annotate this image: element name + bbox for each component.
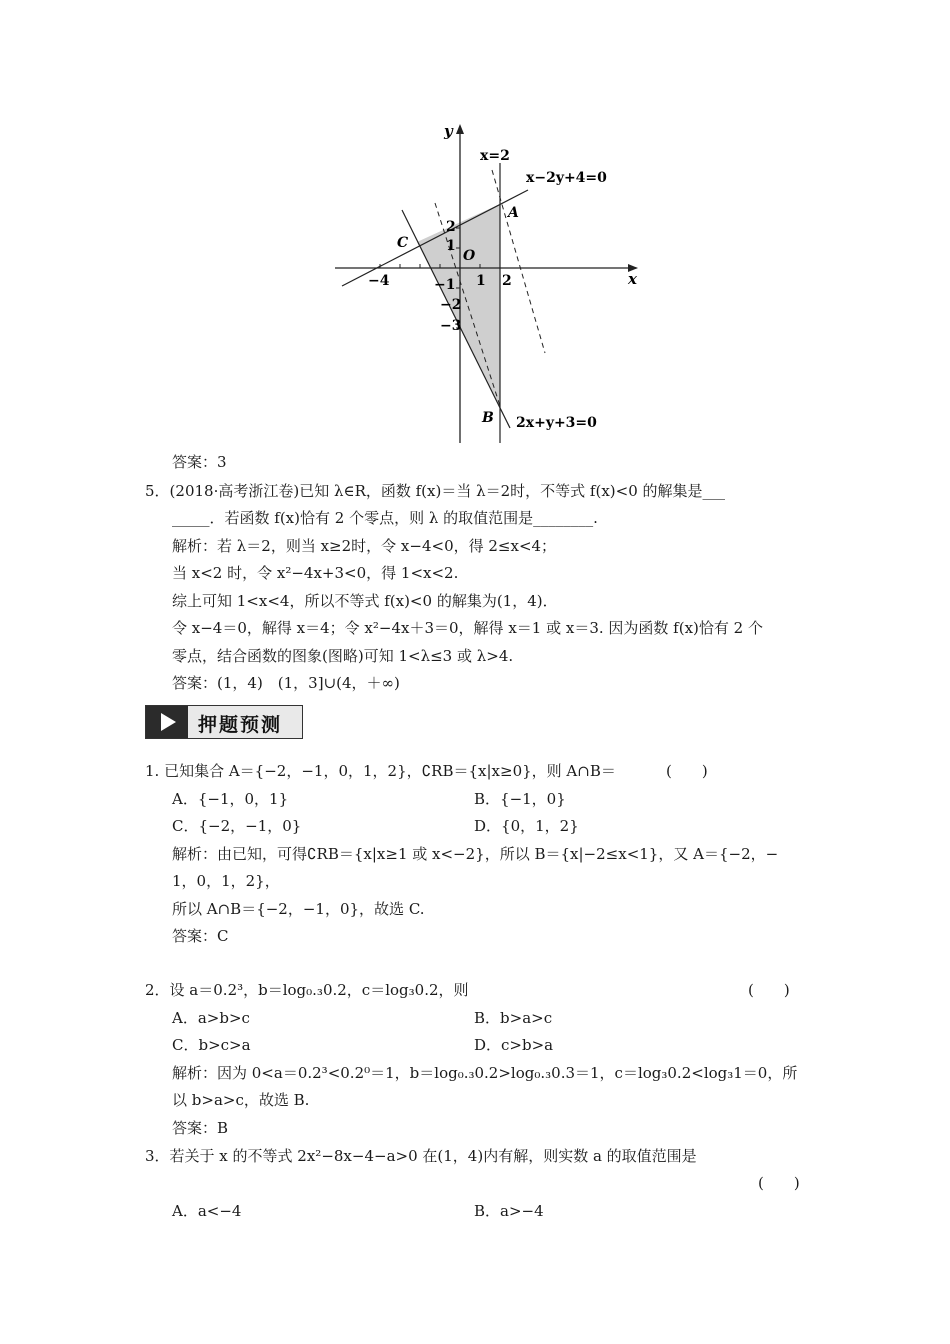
p2-option-a: A．a>b>c [172, 1009, 250, 1027]
p3-stem: 3．若关于 x 的不等式 2x²−8x−4−a>0 在(1，4)内有解，则实数 a 的取值范围是 [145, 1147, 697, 1165]
label-x2: x=2 [480, 148, 510, 164]
tick-y-neg3: −3 [440, 318, 462, 334]
tick-x-1: 1 [476, 273, 486, 289]
origin-label: O [463, 248, 476, 264]
label-line1: x−2y+4=0 [526, 170, 607, 186]
p2-solution-2: 以 b>a>c，故选 B. [172, 1091, 310, 1109]
q5-line5: 综上可知 1<x<4，所以不等式 f(x)<0 的解集为(1，4)． [172, 592, 558, 610]
tick-y-1: 1 [446, 238, 456, 254]
y-axis-arrow [456, 124, 464, 134]
p1-answer: 答案：C [172, 927, 229, 945]
tick-x-2: 2 [502, 273, 512, 289]
p2-solution-1: 解析：因为 0<a＝0.2³<0.2⁰＝1，b＝log₀.₃0.2>log₀.₃0.3＝1，c＝log₃0.2<log₃1＝0，所 [172, 1064, 798, 1082]
p2-answer-blank: ( ) [748, 981, 790, 999]
p3-option-b: B．a>−4 [474, 1202, 544, 1220]
play-arrow-icon [146, 706, 188, 738]
q5-line7: 零点，结合函数的图象(图略)可知 1<λ≤3 或 λ>4. [172, 647, 514, 665]
prev-answer: 答案：3 [172, 453, 227, 471]
point-C-label: C [397, 235, 409, 251]
p2-option-d: D．c>b>a [474, 1036, 554, 1054]
tick-x-neg1: −1 [434, 277, 456, 293]
tick-x-neg4: −4 [368, 273, 390, 289]
p2-answer: 答案：B [172, 1119, 229, 1137]
p1-answer-blank: ( ) [666, 762, 708, 780]
q5-line4: 当 x<2 时，令 x²−4x+3<0，得 1<x<2. [172, 564, 459, 582]
p1-solution-1: 解析：由已知，可得∁RB＝{x|x≥1 或 x<−2}，所以 B＝{x|−2≤x<1}，又 A＝{−2，− [172, 845, 779, 863]
y-axis-label: y [444, 122, 453, 140]
p1-solution-3: 所以 A∩B＝{−2，−1，0}，故选 C. [172, 900, 425, 918]
p2-stem: 2．设 a＝0.2³，b＝log₀.₃0.2，c＝log₃0.2，则 [145, 981, 469, 999]
p1-solution-2: 1，0，1，2}， [172, 872, 280, 890]
q5-line3: 解析：若 λ＝2，则当 x≥2时，令 x−4<0，得 2≤x<4； [172, 537, 557, 555]
tick-y-neg2: −2 [440, 297, 462, 313]
point-B-label: B [482, 410, 494, 426]
point-A-label: A [508, 205, 519, 221]
banner-title: 押题预测 [198, 714, 283, 736]
x-axis-label: x [628, 270, 637, 288]
p1-option-a: A．{−1，0，1} [172, 790, 289, 808]
p2-option-b: B．b>a>c [474, 1009, 553, 1027]
linear-region-figure [330, 118, 650, 448]
label-line2: 2x+y+3=0 [516, 415, 597, 431]
p1-option-b: B．{−1，0} [474, 790, 566, 808]
q5-line2: _____．若函数 f(x)恰有 2 个零点，则 λ 的取值范围是________. [172, 509, 598, 527]
q5-line6: 令 x−4＝0，解得 x＝4；令 x²−4x＋3＝0，解得 x＝1 或 x＝3. 因为函数 f(x)恰有 2 个 [172, 619, 763, 637]
q5-line1: 5．(2018·高考浙江卷)已知 λ∈R，函数 f(x)＝当 λ＝2时，不等式 f(x)<0 的解集是___ [145, 482, 726, 500]
p1-option-d: D．{0，1，2} [474, 817, 579, 835]
p1-option-c: C．{−2，−1，0} [172, 817, 302, 835]
p2-option-c: C．b>c>a [172, 1036, 251, 1054]
tick-y-2: 2 [446, 219, 456, 235]
p3-answer-blank: ( ) [758, 1174, 800, 1192]
p3-option-a: A．a<−4 [172, 1202, 242, 1220]
p1-stem: 1. 已知集合 A＝{−2，−1，0，1，2}，∁RB＝{x|x≥0}，则 A∩B＝ [145, 762, 616, 780]
coordinate-plane [330, 118, 650, 448]
q5-answer: 答案：(1，4) (1，3]∪(4，＋∞) [172, 674, 400, 692]
section-banner [145, 705, 303, 739]
